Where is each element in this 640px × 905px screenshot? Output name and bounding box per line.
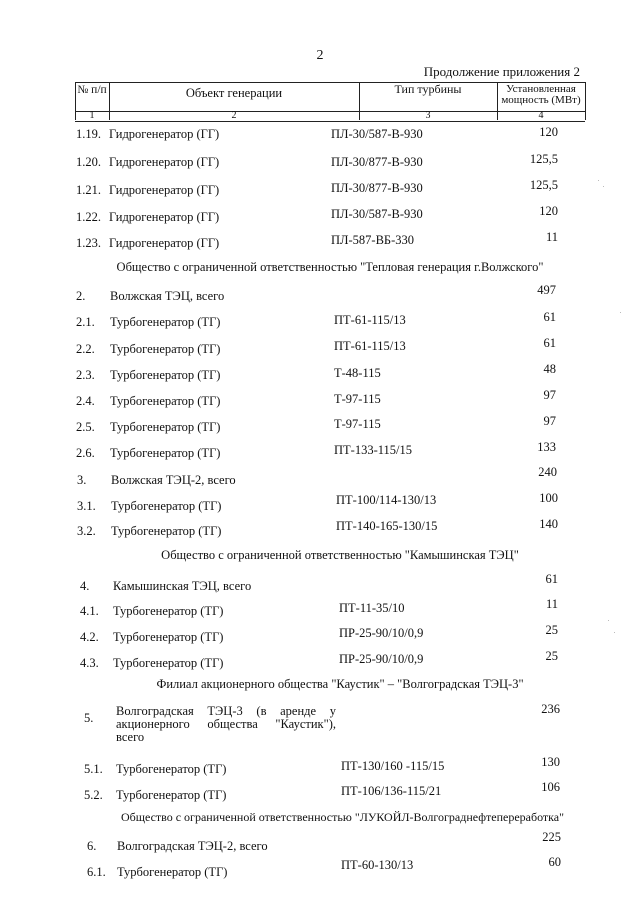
row-turbine: ПТ-61-115/13 (334, 339, 406, 353)
row-turbine: ПТ-61-115/13 (334, 313, 406, 327)
row-object: Турбогенератор (ТГ) (113, 656, 224, 670)
header-turbine: Тип турбины (394, 82, 462, 96)
row-object: Турбогенератор (ТГ) (110, 368, 221, 382)
row-power: 61 (543, 310, 556, 324)
row-number: 3.2. (77, 524, 96, 538)
row-turbine: ПЛ-30/877-В-930 (331, 155, 423, 169)
organization-heading: Общество с ограниченной ответственностью "Камышинская ТЭЦ" (161, 548, 519, 562)
row-turbine: ПТ-133-115/15 (334, 443, 412, 457)
row-power: 133 (537, 440, 556, 454)
row-power: 60 (548, 855, 561, 869)
row-object: Турбогенератор (ТГ) (111, 499, 222, 513)
continuation-note: Продолжение приложения 2 (423, 64, 580, 79)
row-turbine: ПТ-11-35/10 (339, 601, 405, 615)
row-number: 2. (76, 289, 86, 303)
index-1: 1 (89, 110, 95, 121)
row-power: 48 (543, 362, 556, 376)
row-turbine: Т-97-115 (334, 417, 381, 431)
row-object: Турбогенератор (ТГ) (110, 315, 221, 329)
row-number: 5.2. (84, 788, 103, 802)
row-power: 125,5 (529, 152, 558, 166)
row-power: 140 (539, 517, 558, 531)
row-object: Камышинская ТЭЦ, всего (113, 579, 252, 593)
row-object: Турбогенератор (ТГ) (110, 342, 221, 356)
row-power: 225 (542, 830, 561, 844)
row-power: 120 (539, 125, 558, 139)
row-number: 2.4. (76, 394, 95, 408)
row-power: 125,5 (529, 178, 558, 192)
row-object: Турбогенератор (ТГ) (117, 865, 228, 879)
row-power: 130 (541, 755, 560, 769)
organization-heading: Общество с ограниченной ответственностью "ЛУКОЙЛ-Волгограднефтепереработка" (120, 810, 565, 824)
row-power: 25 (545, 623, 558, 637)
row-turbine: ПТ-130/160 -115/15 (341, 759, 445, 773)
row-number: 5. (84, 711, 94, 725)
row-power: 100 (539, 491, 558, 505)
row-number: 6. (87, 839, 97, 853)
row-power: 240 (538, 465, 557, 479)
row-turbine: ПЛ-30/877-В-930 (331, 181, 423, 195)
row-object: Волгоградская ТЭЦ-2, всего (117, 839, 268, 853)
organization-heading: Филиал акционерного общества "Каустик" – "Волгоградская ТЭЦ-3" (156, 677, 524, 691)
row-number: 2.3. (76, 368, 95, 382)
row-turbine: ПЛ-30/587-В-930 (331, 207, 423, 221)
row-turbine: ПР-25-90/10/0,9 (339, 626, 424, 640)
row-number: 1.21. (76, 183, 101, 197)
row-turbine: ПТ-140-165-130/15 (336, 519, 438, 533)
row-number: 6.1. (87, 865, 106, 879)
column-index-row (75, 111, 585, 121)
row-power: 106 (541, 780, 560, 794)
row-number: 2.1. (76, 315, 95, 329)
header-number: № п/п (77, 84, 107, 96)
row-number: 3.1. (77, 499, 96, 513)
row-object: Турбогенератор (ТГ) (110, 420, 221, 434)
row-number: 1.23. (76, 236, 101, 250)
row-object: Турбогенератор (ТГ) (116, 762, 227, 776)
row-object: Турбогенератор (ТГ) (110, 394, 221, 408)
row-number: 3. (77, 473, 87, 487)
row-object: Волжская ТЭЦ-2, всего (111, 473, 236, 487)
page-number: 2 (316, 48, 324, 63)
row-power: 236 (541, 702, 560, 716)
row-number: 4.2. (80, 630, 99, 644)
row-turbine: ПТ-100/114-130/13 (336, 493, 437, 507)
index-3: 3 (425, 110, 431, 121)
row-number: 5.1. (84, 762, 103, 776)
row-object: Турбогенератор (ТГ) (116, 788, 227, 802)
header-power: Установленная мощность (МВт) (501, 83, 581, 106)
row-number: 2.2. (76, 342, 95, 356)
row-turbine: Т-97-115 (334, 392, 381, 406)
row-power: 97 (543, 388, 556, 402)
row-power: 97 (543, 414, 556, 428)
organization-heading: Общество с ограниченной ответственностью "Тепловая генерация г.Волжского" (116, 260, 544, 274)
row-object: Гидрогенератор (ГГ) (109, 183, 220, 197)
row-number: 1.20. (76, 155, 101, 169)
row-object: Волжская ТЭЦ, всего (110, 289, 225, 303)
row-number: 4. (80, 579, 90, 593)
row-object: Турбогенератор (ТГ) (113, 604, 224, 618)
row-object: Волгоградская ТЭЦ-3 (в аренде у акционерного общества "Каустик"), всего (116, 704, 336, 744)
row-power: 120 (539, 204, 558, 218)
row-object: Турбогенератор (ТГ) (111, 524, 222, 538)
index-4: 4 (538, 110, 544, 121)
row-turbine: ПТ-106/136-115/21 (341, 784, 442, 798)
row-number: 4.1. (80, 604, 99, 618)
row-power: 25 (545, 649, 558, 663)
row-power: 11 (545, 230, 558, 244)
row-number: 1.19. (76, 127, 101, 141)
row-number: 1.22. (76, 210, 101, 224)
row-power: 61 (545, 572, 558, 586)
row-turbine: ПТ-60-130/13 (341, 858, 414, 872)
row-power: 61 (543, 336, 556, 350)
index-2: 2 (231, 110, 237, 121)
row-turbine: ПЛ-587-ВБ-330 (331, 233, 415, 247)
row-number: 2.5. (76, 420, 95, 434)
row-object: Гидрогенератор (ГГ) (109, 236, 220, 250)
row-object: Турбогенератор (ТГ) (110, 446, 221, 460)
row-object: Гидрогенератор (ГГ) (109, 155, 220, 169)
row-power: 11 (545, 597, 558, 611)
row-object: Турбогенератор (ТГ) (113, 630, 224, 644)
row-object: Гидрогенератор (ГГ) (109, 210, 220, 224)
row-object: Гидрогенератор (ГГ) (109, 127, 220, 141)
header-object: Объект генерации (185, 86, 283, 100)
row-power: 497 (537, 283, 556, 297)
row-turbine: ПР-25-90/10/0,9 (339, 652, 424, 666)
row-number: 2.6. (76, 446, 95, 460)
row-turbine: ПЛ-30/587-В-930 (331, 127, 423, 141)
row-number: 4.3. (80, 656, 99, 670)
row-turbine: Т-48-115 (334, 366, 381, 380)
